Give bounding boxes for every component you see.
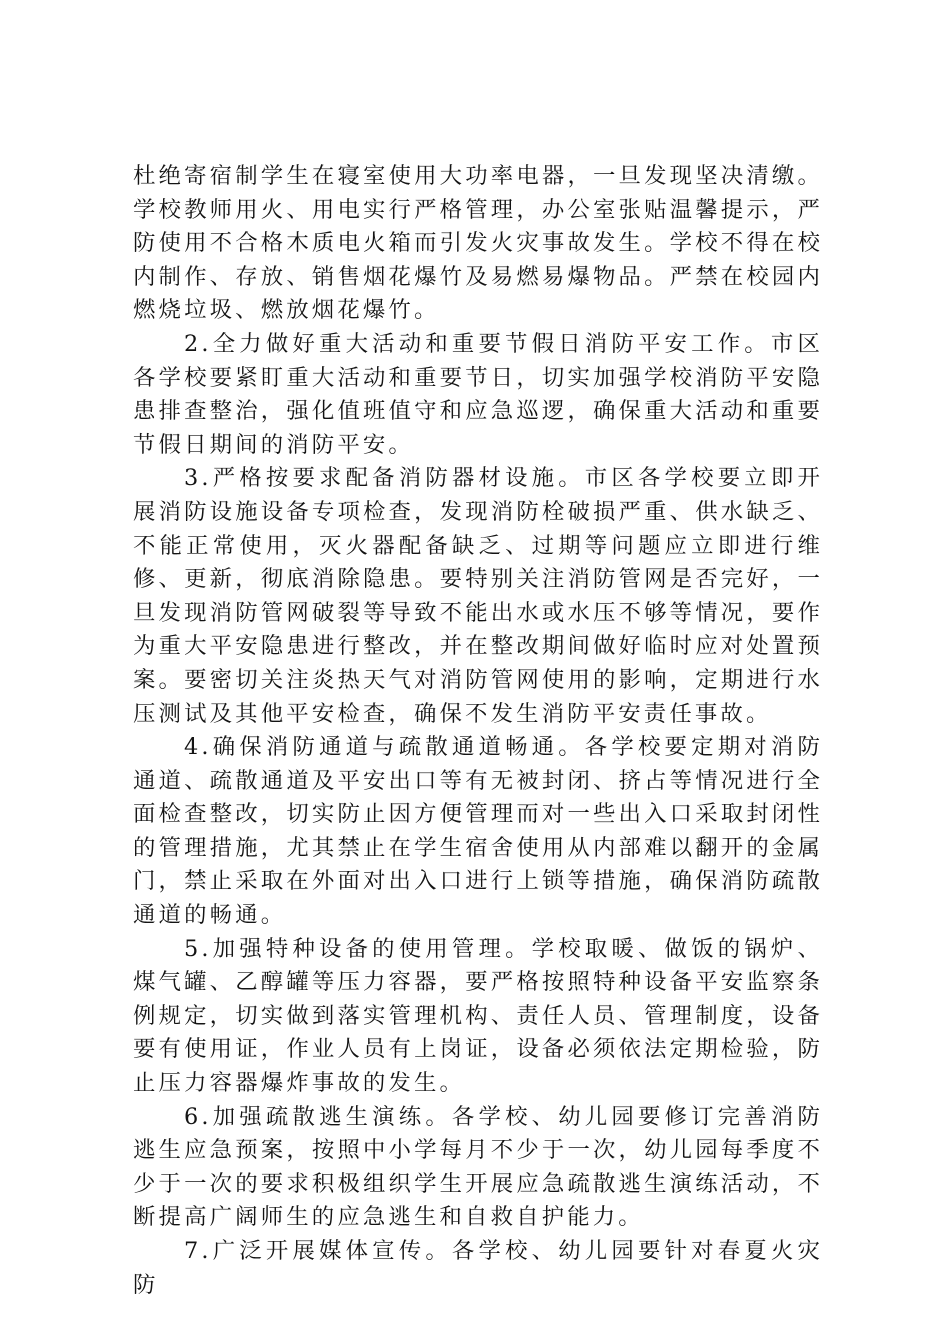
paragraph-continuation: 杜绝寄宿制学生在寝室使用大功率电器，一旦发现坚决清缴。学校教师用火、用电实行严格管理，办公室张贴温馨提示，严防使用不合格木质电火箱而引发火灾事故发生。学校不得在校内制作、存放、销售烟花爆竹及易燃易爆物品。严禁在校园内燃烧垃圾、燃放烟花爆竹。 bbox=[133, 163, 823, 324]
document-body bbox=[133, 160, 823, 1302]
paragraph-item-5: 5.加强特种设备的使用管理。学校取暖、做饭的锅炉、煤气罐、乙醇罐等压力容器，要严格按照特种设备平安监察条例规定，切实做到落实管理机构、责任人员、管理制度，设备要有使用证，作业人员有上岗证，设备必须依法定期检验，防止压力容器爆炸事故的发生。 bbox=[133, 935, 823, 1097]
paragraph-item-4: 4.确保消防通道与疏散通道畅通。各学校要定期对消防通道、疏散通道及平安出口等有无被封闭、挤占等情况进行全面检查整改，切实防止因方便管理而对一些出入口采取封闭性的管理措施，尤其禁止在学生宿舍使用从内部难以翻开的金属门，禁止采取在外面对出入口进行上锁等措施，确保消防疏散通道的畅通。 bbox=[133, 734, 823, 929]
paragraph-item-2: 2.全力做好重大活动和重要节假日消防平安工作。市区各学校要紧盯重大活动和重要节日，切实加强学校消防平安隐患排查整治，强化值班值守和应急巡逻，确保重大活动和重要节假日期间的消防平安。 bbox=[133, 330, 823, 458]
paragraph-item-6: 6.加强疏散逃生演练。各学校、幼儿园要修订完善消防逃生应急预案，按照中小学每月不少于一次，幼儿园每季度不少于一次的要求积极组织学生开展应急疏散逃生演练活动，不断提高广阔师生的应急逃生和自救自护能力。 bbox=[133, 1103, 823, 1231]
paragraph-item-7: 7.广泛开展媒体宣传。各学校、幼儿园要针对春夏火灾防 bbox=[133, 1238, 823, 1298]
paragraph-item-3: 3.严格按要求配备消防器材设施。市区各学校要立即开展消防设施设备专项检查，发现消防栓破损严重、供水缺乏、不能正常使用，灭火器配备缺乏、过期等问题应立即进行维修、更新，彻底消除隐患。要特别关注消防管网是否完好，一旦发现消防管网破裂等导致不能出水或水压不够等情况，要作为重大平安隐患进行整改，并在整改期间做好临时应对处置预案。要密切关注炎热天气对消防管网使用的影响，定期进行水压测试及其他平安检查，确保不发生消防平安责任事故。 bbox=[133, 465, 823, 727]
